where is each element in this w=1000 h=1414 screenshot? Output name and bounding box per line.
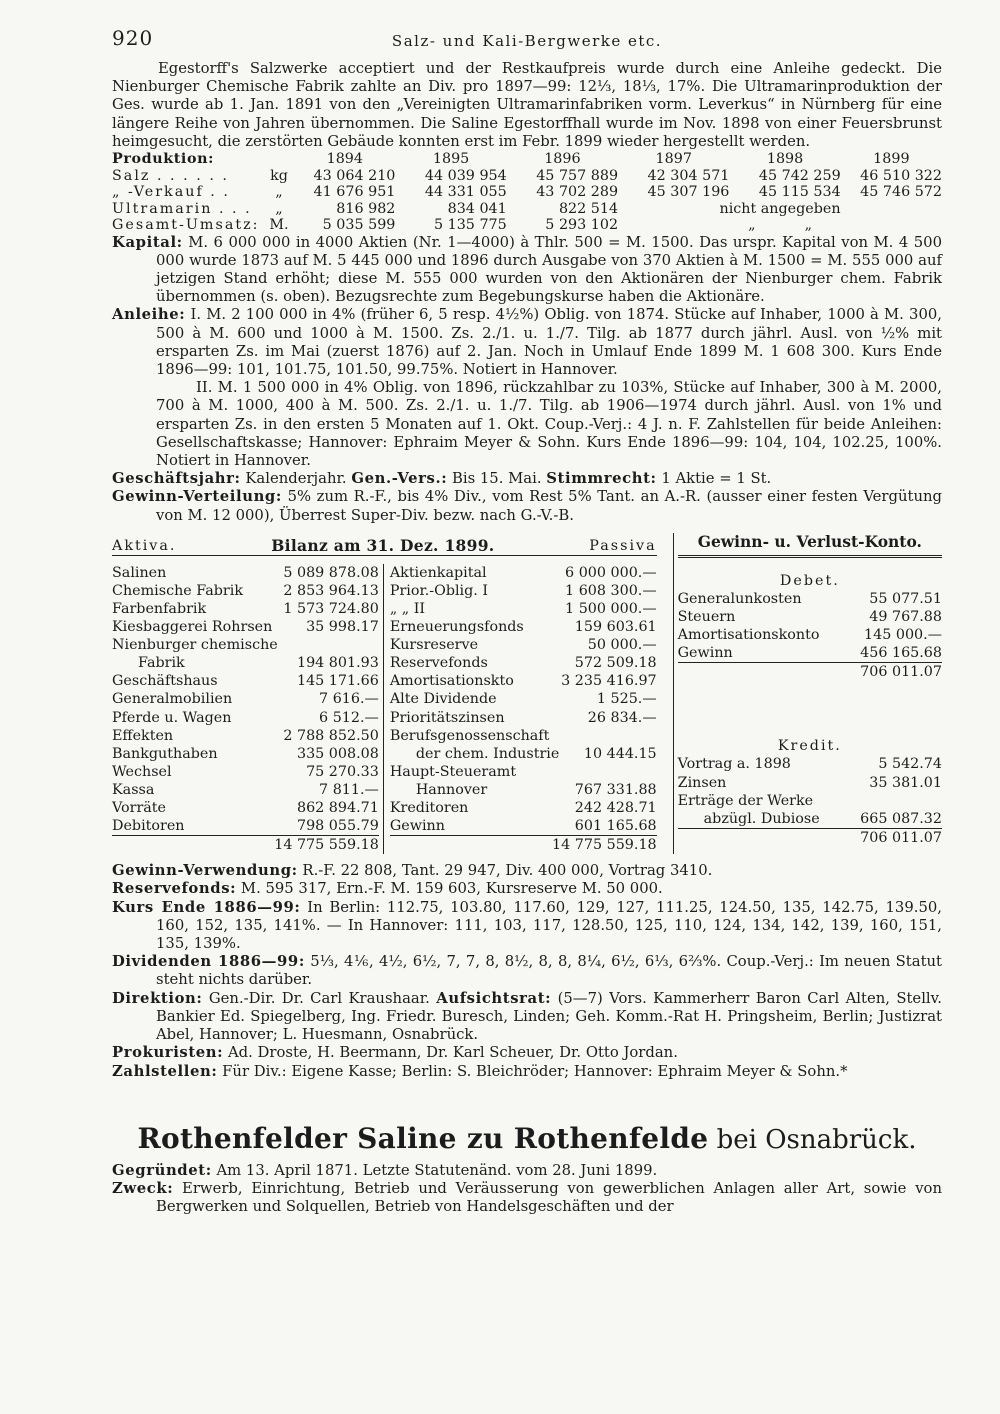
kapital-label: Kapital: (112, 233, 183, 251)
entry-value: 49 767.88 (869, 608, 942, 625)
kapital-paragraph (112, 234, 942, 307)
entry-value: 1 525.— (596, 691, 657, 708)
kredit-list (678, 755, 942, 827)
rothenfelder-section (112, 1121, 942, 1217)
cell-value: 43 702 289 (536, 184, 619, 201)
bilanz-header (112, 533, 657, 556)
produktion-row-verkauf (112, 184, 942, 201)
passiva-row (390, 781, 657, 799)
passiva-label: Passiva (589, 537, 657, 554)
produktion-section (112, 151, 942, 234)
aktiva-row (112, 817, 379, 835)
row-label: Salz . . . . . . (112, 167, 229, 184)
page-number: 920 (112, 26, 154, 50)
not-given-note: nicht angegeben „ „ (719, 200, 841, 234)
cell-value: 43 064 210 (313, 167, 396, 184)
anleihe-paragraph (112, 306, 942, 379)
entry-value: 1 500 000.— (565, 600, 657, 617)
passiva-row (390, 600, 657, 618)
cell-value: 5 135 775 (433, 217, 507, 234)
entry-label: Zinsen (677, 774, 727, 791)
passiva-row (390, 672, 657, 690)
cell-value: 45 115 534 (758, 184, 841, 201)
debet-label: Debet. (779, 572, 840, 589)
entry-label: Chemische Fabrik (112, 582, 243, 599)
kurs-label: Kurs Ende 1886—99: (112, 898, 301, 916)
anleihe-label: Anleihe: (112, 306, 186, 324)
entry-label: Vorräte (112, 799, 167, 816)
kredit-label: Kredit. (777, 738, 842, 755)
zweck-paragraph (112, 1180, 942, 1216)
reservefonds-label: Reservefonds: (112, 880, 237, 898)
entry-label: Debitoren (112, 818, 185, 835)
direktion-paragraph (112, 990, 942, 1045)
passiva-row (390, 727, 657, 745)
anleihe-paragraph-2: II. M. 1 500 000 in 4% Oblig. von 1896, rückzahlbar zu 103%, Stücke auf Inhaber, 300 à M. 2000, 700 à M. 1000, 400 à M. 500. Zs. 2./1. u. 1./7. Tilg. ab 1906—1974 durch jährl. Ausl. von 1% und ersparten Zs. in den ersten 5 Monaten auf 1. Okt. Coup.-Verj.: 4 J. n. F. Zahlstellen für beide Anleihen: Gesellschaftskasse; Hannover: Ephraim Meyer & Sohn. Kurs Ende 1896—99: 104, 104, 102.25, 100%. Notiert in Hannover. (156, 379, 942, 469)
gegruendet-line (112, 1162, 942, 1180)
passiva-row (390, 745, 657, 763)
debet-list (678, 590, 942, 662)
gewinn-verteilung-text: 5% zum R.-F., bis 4% Div., vom Rest 5% Tant. an A.-R. (ausser einer festen Vergütung von M. 12 000), Überrest Super-Div. bezw. nach G.-V.-B. (156, 488, 942, 524)
debet-row (678, 590, 942, 608)
aktiva-total: 14 775 559.18 (112, 835, 379, 854)
entry-value: 242 428.71 (574, 799, 657, 816)
entry-value: 50 000.— (587, 637, 657, 654)
gegruendet-label: Gegründet: (112, 1161, 212, 1179)
geschaeftsjahr-line (112, 470, 942, 488)
entry-label: der chem. Industrie (415, 745, 560, 762)
cell-value: 41 676 951 (313, 184, 396, 201)
section-title (112, 1121, 942, 1158)
entry-label: Kassa (112, 781, 155, 798)
entry-value: 1 573 724.80 (283, 600, 379, 617)
entry-label: Aktienkapital (389, 564, 487, 581)
entry-value: 6 000 000.— (565, 564, 657, 581)
entry-value: 456 165.68 (860, 645, 942, 662)
gewinn-verteilung-paragraph (112, 488, 942, 524)
reservefonds-line (112, 880, 942, 898)
gewinn-verwendung-line (112, 862, 942, 880)
kapital-text: M. 6 000 000 in 4000 Aktien (Nr. 1—4000) à Thlr. 500 = M. 1500. Das urspr. Kapital von M. 4 500 000 wurde 1873 auf M. 5 445 000 und 1896 durch Ausgabe von 370 Aktien à M. 1500 = M. 555 000 auf jetzigen Stand erhöht; diese M. 555 000 wurden von den Aktionären der Nienburger chem. Fabrik übernommen (s. oben). Bezugsrechte zum Begebungskurse haben die Aktionäre. (156, 233, 942, 306)
entry-value: 572 509.18 (574, 655, 657, 672)
zahlstellen-label: Zahlstellen: (112, 1062, 218, 1080)
entry-label: Nienburger chemische (112, 637, 278, 654)
debet-row (678, 608, 942, 626)
cell-value: 44 039 954 (424, 167, 507, 184)
entry-label: Generalmobilien (112, 691, 233, 708)
gewinn-verwendung-text: R.-F. 22 808, Tant. 29 947, Div. 400 000, Vortrag 3410. (302, 862, 713, 880)
aktiva-row (112, 709, 379, 727)
aktiva-row (112, 654, 379, 672)
passiva-row (390, 799, 657, 817)
entry-label: Bankguthaben (112, 745, 218, 762)
geschaeftsjahr-label: Geschäftsjahr: (112, 470, 241, 488)
entry-label: Reservefonds (389, 655, 488, 672)
section-title-rest: bei Osnabrück. (716, 1124, 917, 1155)
entry-label: Vortrag a. 1898 (677, 756, 791, 773)
year-header: 1899 (873, 151, 910, 168)
gegruendet-text: Am 13. April 1871. Letzte Statutenänd. vom 28. Juni 1899. (216, 1161, 658, 1179)
gewinn-verteilung-label: Gewinn-Verteilung: (112, 488, 282, 506)
entry-value: 10 444.15 (583, 745, 657, 762)
kredit-row (678, 792, 942, 810)
entry-value: 798 055.79 (296, 818, 379, 835)
passiva-row (390, 763, 657, 781)
entry-label: Effekten (112, 727, 174, 744)
aktiva-row (112, 636, 379, 654)
debet-row (678, 644, 942, 662)
cell-value: 45 757 889 (536, 167, 619, 184)
entry-value: 2 788 852.50 (283, 727, 379, 744)
entry-value: 75 270.33 (306, 763, 379, 780)
entry-value: 3 235 416.97 (561, 673, 657, 690)
passiva-row (390, 636, 657, 654)
bilanz-title: Bilanz am 31. Dez. 1899. (271, 535, 495, 555)
intro-paragraph: Egestorff's Salzwerke acceptiert und der Restkaufpreis wurde durch eine Anleihe gedeckt. Die Nienburger Chemische Fabrik zahlte an Div. pro 1897—99: 12⅓, 18⅓, 17%. Die Ultramarinproduktion der Ges. wurde ab 1. Jan. 1891 von den „Vereinigten Ultramarinfabriken vorm. Leverkus“ in Nürnberg für eine längere Reihe von Jahren übernommen. Die Saline Egestorffhall wurde im Nov. 1898 von einer Feuersbrunst heimgesucht, die zerstörten Gebäude konnten erst im Febr. 1899 wieder hergestellt werden. (112, 60, 942, 150)
dividenden-paragraph (112, 953, 942, 989)
row-unit: „ (275, 200, 283, 217)
kredit-row (678, 774, 942, 792)
entry-label: Alte Dividende (389, 691, 497, 708)
passiva-total: 14 775 559.18 (390, 835, 657, 854)
entry-label: Gewinn (389, 818, 445, 835)
produktion-row-salz (112, 168, 942, 185)
year-header: 1894 (326, 151, 363, 168)
aktiva-row (112, 781, 379, 799)
aufsichtsrat-label: Aufsichtsrat: (436, 989, 552, 1007)
kredit-total: 706 011.07 (678, 828, 942, 847)
aktiva-row (112, 618, 379, 636)
entry-value: 601 165.68 (574, 818, 657, 835)
entry-label: Amortisationskonto (677, 627, 820, 644)
passiva-row (390, 654, 657, 672)
zweck-label: Zweck: (112, 1179, 174, 1197)
entry-label: Gewinn (677, 645, 733, 662)
entry-value: 159 603.61 (574, 619, 657, 636)
page-header (112, 26, 942, 60)
entry-value: 7 811.— (319, 781, 379, 798)
produktion-label: Produktion: (112, 151, 214, 168)
aktiva-row (112, 672, 379, 690)
aktiva-row (112, 763, 379, 781)
produktion-table (112, 151, 942, 234)
prokuristen-line (112, 1044, 942, 1062)
stimmrecht-label: Stimmrecht: (546, 470, 657, 488)
kurs-paragraph (112, 899, 942, 954)
entry-value: 5 542.74 (878, 756, 942, 773)
year-header: 1898 (766, 151, 804, 168)
zweck-text: Erwerb, Einrichtung, Betrieb und Veräusserung von gewerblichen Anlagen aller Art, sowie von Bergwerken und Solquellen, Betrieb von Handelsgeschäften und der (156, 1179, 942, 1216)
genvers-text: Bis 15. Mai. (451, 470, 542, 488)
entry-value: 55 077.51 (869, 590, 942, 607)
row-label: Ultramarin . . . (112, 200, 252, 217)
aktiva-row (112, 799, 379, 817)
passiva-row (390, 709, 657, 727)
ditto-mark: „ (748, 217, 756, 234)
aktiva-row (112, 727, 379, 745)
row-unit: M. (269, 217, 289, 234)
produktion-year-row (112, 151, 942, 168)
passiva-row (390, 817, 657, 835)
dividenden-text: 5⅓, 4⅙, 4½, 6½, 7, 7, 8, 8½, 8, 8, 8¼, 6½, 6⅓, 6⅔%. Coup.-Verj.: Im neuen Statut steht nichts darüber. (156, 953, 942, 989)
cell-value: 45 746 572 (860, 184, 942, 201)
entry-label: Erträge der Werke (677, 792, 814, 809)
aktiva-column (112, 564, 384, 855)
aktiva-row (112, 690, 379, 708)
bilanz-columns (112, 564, 657, 855)
entry-label: abzügl. Dubiose (703, 810, 820, 827)
guv-title: Gewinn- u. Verlust-Konto. (678, 533, 942, 558)
direktion-text: Gen.-Dir. Dr. Carl Kraushaar. (208, 989, 430, 1007)
dividenden-label: Dividenden 1886—99: (112, 953, 305, 971)
row-label: Gesamt-Umsatz: (112, 217, 260, 234)
passiva-row (390, 690, 657, 708)
row-label: „ -Verkauf . . (112, 184, 230, 201)
entry-value: 665 087.32 (860, 810, 942, 827)
cell-value: 5 293 102 (545, 217, 619, 234)
entry-value: 7 616.— (319, 691, 379, 708)
cell-value: 5 035 599 (322, 217, 396, 234)
aktiva-row (112, 564, 379, 582)
entry-label: Kursreserve (389, 637, 479, 654)
cell-value: 834 041 (447, 200, 507, 217)
entry-label: Pferde u. Wagen (112, 709, 232, 726)
stimmrecht-text: 1 Aktie = 1 St. (661, 470, 772, 488)
bottom-notes (112, 862, 942, 1080)
debet-row (678, 626, 942, 644)
row-unit: „ (275, 184, 283, 201)
debet-total: 706 011.07 (678, 662, 942, 681)
prokuristen-text: Ad. Droste, H. Beermann, Dr. Karl Scheuer, Dr. Otto Jordan. (227, 1044, 678, 1062)
entry-label: Kreditoren (389, 799, 469, 816)
cell-value: 45 307 196 (647, 184, 730, 201)
aktiva-row (112, 745, 379, 763)
reservefonds-text: M. 595 317, Ern.-F. M. 159 603, Kursreserve M. 50 000. (240, 880, 663, 898)
entry-label: Prior.-Oblig. I (389, 582, 489, 599)
entry-label: Haupt-Steueramt (389, 763, 517, 780)
entry-value: 767 331.88 (574, 781, 657, 798)
zahlstellen-text: Für Div.: Eigene Kasse; Berlin: S. Bleichröder; Hannover: Ephraim Meyer & Sohn.* (222, 1062, 848, 1080)
genvers-label: Gen.-Vers.: (351, 470, 448, 488)
page (112, 26, 942, 1216)
entry-label: Steuern (677, 608, 736, 625)
aktiva-list (112, 564, 379, 835)
section-title-main: Rothenfelder Saline zu Rothenfelde (137, 1121, 709, 1155)
entry-label: Berufsgenossenschaft (389, 727, 550, 744)
entry-value: 26 834.— (587, 709, 657, 726)
cell-value: 44 331 055 (424, 184, 507, 201)
entry-label: Hannover (415, 781, 488, 798)
year-header: 1896 (544, 151, 581, 168)
row-unit: kg (270, 167, 288, 184)
entry-label: Farbenfabrik (112, 600, 207, 617)
cell-value: 42 304 571 (647, 167, 730, 184)
aktiva-row (112, 600, 379, 618)
passiva-row (390, 582, 657, 600)
ditto-mark: „ (804, 217, 812, 234)
guv-table (673, 533, 942, 855)
entry-value: 2 853 964.13 (283, 582, 379, 599)
entry-value: 335 008.08 (296, 745, 379, 762)
entry-label: Erneuerungsfonds (389, 619, 524, 636)
entry-label: Wechsel (112, 763, 172, 780)
aktiva-row (112, 582, 379, 600)
entry-value: 862 894.71 (296, 799, 379, 816)
running-title: Salz- und Kali-Bergwerke etc. (391, 32, 663, 50)
aktiva-label: Aktiva. (112, 537, 177, 554)
entry-label: „ „ II (389, 600, 426, 617)
entry-value: 5 089 878.08 (283, 564, 379, 581)
cell-value: 46 510 322 (860, 167, 942, 184)
aufsichtsrat-text: (5—7) Vors. Kammerherr Baron Carl Alten, Stellv. Bankier Ed. Spiegelberg, Ing. Friedr. Buresch, Linden; Geh. Komm.-Rat H. Pringsheim, Berlin; Justizrat Abel, Hannover; L. Huesmann, Osnabrück. (156, 989, 942, 1044)
entry-value: 145 000.— (864, 627, 942, 644)
entry-value: 194 801.93 (296, 655, 379, 672)
entry-label: Geschäftshaus (112, 673, 218, 690)
geschaeftsjahr-text: Kalenderjahr. (245, 470, 347, 488)
entry-label: Prioritätszinsen (389, 709, 505, 726)
prokuristen-label: Prokuristen: (112, 1044, 224, 1062)
year-header: 1897 (655, 151, 692, 168)
entry-value: 35 381.01 (869, 774, 942, 791)
direktion-label: Direktion: (112, 989, 203, 1007)
gewinn-verwendung-label: Gewinn-Verwendung: (112, 862, 298, 880)
cell-value: 45 742 259 (758, 167, 841, 184)
passiva-list (390, 564, 657, 835)
entry-value: 145 171.66 (296, 673, 379, 690)
kurs-text: In Berlin: 112.75, 103.80, 117.60, 129, 127, 111.25, 124.50, 135, 142.75, 139.50, 160, 152, 135, 141%. — In Hannover: 111, 103, 117, 128.50, 125, 110, 124, 134, 142, 139, 160, 151, 135, 139%. (156, 898, 943, 953)
financial-statements (112, 533, 942, 855)
entry-label: Amortisationskto (389, 673, 514, 690)
cell-value: 822 514 (558, 200, 619, 217)
year-header: 1895 (432, 151, 470, 168)
passiva-column (384, 564, 657, 855)
entry-value: 6 512.— (319, 709, 379, 726)
entry-label: Salinen (112, 564, 167, 581)
passiva-row (390, 618, 657, 636)
entry-label: Fabrik (138, 655, 185, 672)
anleihe-text-1: I. M. 2 100 000 in 4% (früher 6, 5 resp. 4½%) Oblig. von 1874. Stücke auf Inhaber, 1000 à M. 300, 500 à M. 600 und 1000 à M. 1500. Zs. 2./1. u. 1./7. Tilg. ab 1877 durch jährl. Ausl. von ½% mit ersparten Zs. im Mai (zuerst 1876) auf 2. Jan. Noch in Umlauf Ende 1899 M. 1 608 300. Kurs Ende 1896—99: 101, 101.75, 101.50, 99.75%. Notiert in Hannover. (156, 306, 942, 378)
entry-value: 1 608 300.— (565, 582, 657, 599)
kredit-row (678, 810, 942, 828)
cell-value: 816 982 (336, 200, 396, 217)
entry-value: 35 998.17 (306, 619, 379, 636)
entry-label: Kiesbaggerei Rohrsen (112, 619, 273, 636)
entry-label: Generalunkosten (677, 590, 802, 607)
passiva-row (390, 564, 657, 582)
kredit-row (678, 755, 942, 773)
zahlstellen-line (112, 1063, 942, 1081)
bilanz-table (112, 533, 657, 855)
produktion-row-ultramarin (112, 201, 942, 218)
